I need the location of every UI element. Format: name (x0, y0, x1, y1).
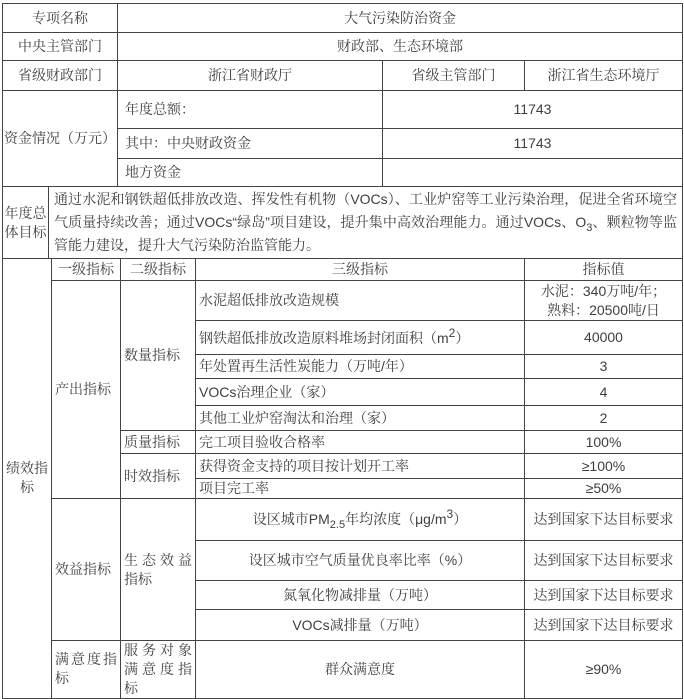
indicator-label (196, 499, 525, 541)
indicator-value: 达到国家下达目标要求 (525, 541, 683, 581)
performance-section-label: 绩效指标 (3, 259, 52, 699)
indicator-value (525, 281, 683, 321)
project-name-value: 大气污染防治资金 (118, 4, 683, 33)
header-level3: 三级指标 (196, 259, 525, 281)
level2-eco-benefit: 生态效益指标 (121, 499, 196, 641)
indicator-row-cement (3, 281, 683, 321)
header-level1: 一级指标 (52, 259, 121, 281)
indicator-value: 3 (525, 355, 683, 379)
central-funds-label: 其中：中央财政资金 (118, 129, 383, 159)
superscript: 2 (448, 326, 456, 341)
local-funds-value (383, 159, 683, 187)
annual-total-label: 年度总额： (118, 91, 383, 129)
prov-finance-label: 省级财政部门 (3, 61, 118, 91)
level2-timeliness: 时效指标 (121, 454, 196, 499)
goal-subscript: 3 (586, 222, 593, 234)
indicator-value: 2 (525, 406, 683, 431)
indicator-value: 40000 (525, 321, 683, 355)
indicators-header-row (3, 259, 683, 281)
level2-service-satisfaction: 服务对象满意度指标 (121, 641, 196, 699)
document-root (2, 3, 682, 699)
indicator-value: ≥100% (525, 454, 683, 479)
central-dept-row (3, 33, 683, 61)
value-line: 水泥：340万吨/年； (540, 282, 667, 299)
label-part: ） (455, 330, 470, 347)
funding-section-label: 资金情况（万元） (3, 91, 118, 187)
indicator-value: ≥90% (525, 641, 683, 699)
indicator-label: 项目完工率 (196, 479, 525, 499)
indicator-label: 氮氧化物减排量（万吨） (196, 581, 525, 610)
performance-indicators-table (2, 258, 683, 699)
indicator-label: 设区城市空气质量优良率比率（%） (196, 541, 525, 581)
annual-goal-label: 年度总体目标 (3, 187, 49, 259)
level2-quantity: 数量指标 (121, 281, 196, 431)
indicator-row-pm25 (3, 499, 683, 541)
subscript: 2.5 (329, 519, 346, 531)
annual-goal-row (3, 187, 683, 259)
label-part: 年均浓度（μg/m (345, 511, 447, 527)
indicator-label: 获得资金支持的项目按计划开工率 (196, 454, 525, 479)
value-line: 熟料：20500吨/日 (547, 301, 660, 318)
label-part: 钢铁超低排放改造原料堆场封闭面积（m (199, 330, 449, 347)
superscript: 3 (446, 507, 454, 521)
indicator-row-satisfaction (3, 641, 683, 699)
provincial-depts-row (3, 61, 683, 91)
prov-dept-label: 省级主管部门 (383, 61, 525, 91)
indicator-value: 100% (525, 431, 683, 454)
level2-quality: 质量指标 (121, 431, 196, 454)
goal-text-part: 、颗粒物等监管能力建设，提升大气污染防治监管能力。 (54, 214, 678, 253)
level1-satisfaction: 满意度指标 (52, 641, 121, 699)
central-funds-value: 11743 (383, 129, 683, 159)
indicator-value: 达到国家下达目标要求 (525, 610, 683, 641)
prov-dept-value: 浙江省生态环境厅 (525, 61, 683, 91)
indicator-label: 年处置再生活性炭能力（万吨/年） (196, 355, 525, 379)
indicator-value: ≥50% (525, 479, 683, 499)
header-level2: 二级指标 (121, 259, 196, 281)
indicator-label (196, 321, 525, 355)
indicator-label: 群众满意度 (196, 641, 525, 699)
indicator-label: 水泥超低排放改造规模 (196, 281, 525, 321)
central-dept-value: 财政部、生态环境部 (118, 33, 683, 61)
header-value: 指标值 (525, 259, 683, 281)
annual-total-value: 11743 (383, 91, 683, 129)
label-part: 设区城市PM (252, 511, 330, 527)
annual-goal-text (49, 187, 683, 259)
level1-output: 产出指标 (52, 281, 121, 499)
indicator-label: VOCs减排量（万吨） (196, 610, 525, 641)
indicator-value: 达到国家下达目标要求 (525, 581, 683, 610)
prov-finance-value: 浙江省财政厅 (118, 61, 383, 91)
indicator-label: 其他工业炉窑淘汰和治理（家） (196, 406, 525, 431)
project-name-row (3, 4, 683, 33)
label-part: ） (453, 511, 468, 527)
local-funds-label: 地方资金 (118, 159, 383, 187)
level1-benefit: 效益指标 (52, 499, 121, 641)
indicator-label: 完工项目验收合格率 (196, 431, 525, 454)
project-info-table (2, 3, 683, 259)
project-name-label: 专项名称 (3, 4, 118, 33)
funding-annual-total-row (3, 91, 683, 129)
goal-text-part: 通过水泥和钢铁超低排放改造、挥发性有机物（VOCs）、工业炉窑等工业污染治理，促进全省环境空气质量持续改善；通过VOCs“绿岛”项目建设，提升集中高效治理能力。通过VOCs、O (54, 191, 677, 230)
indicator-value: 达到国家下达目标要求 (525, 499, 683, 541)
indicator-value: 4 (525, 379, 683, 406)
central-dept-label: 中央主管部门 (3, 33, 118, 61)
indicator-label: VOCs治理企业（家） (196, 379, 525, 406)
